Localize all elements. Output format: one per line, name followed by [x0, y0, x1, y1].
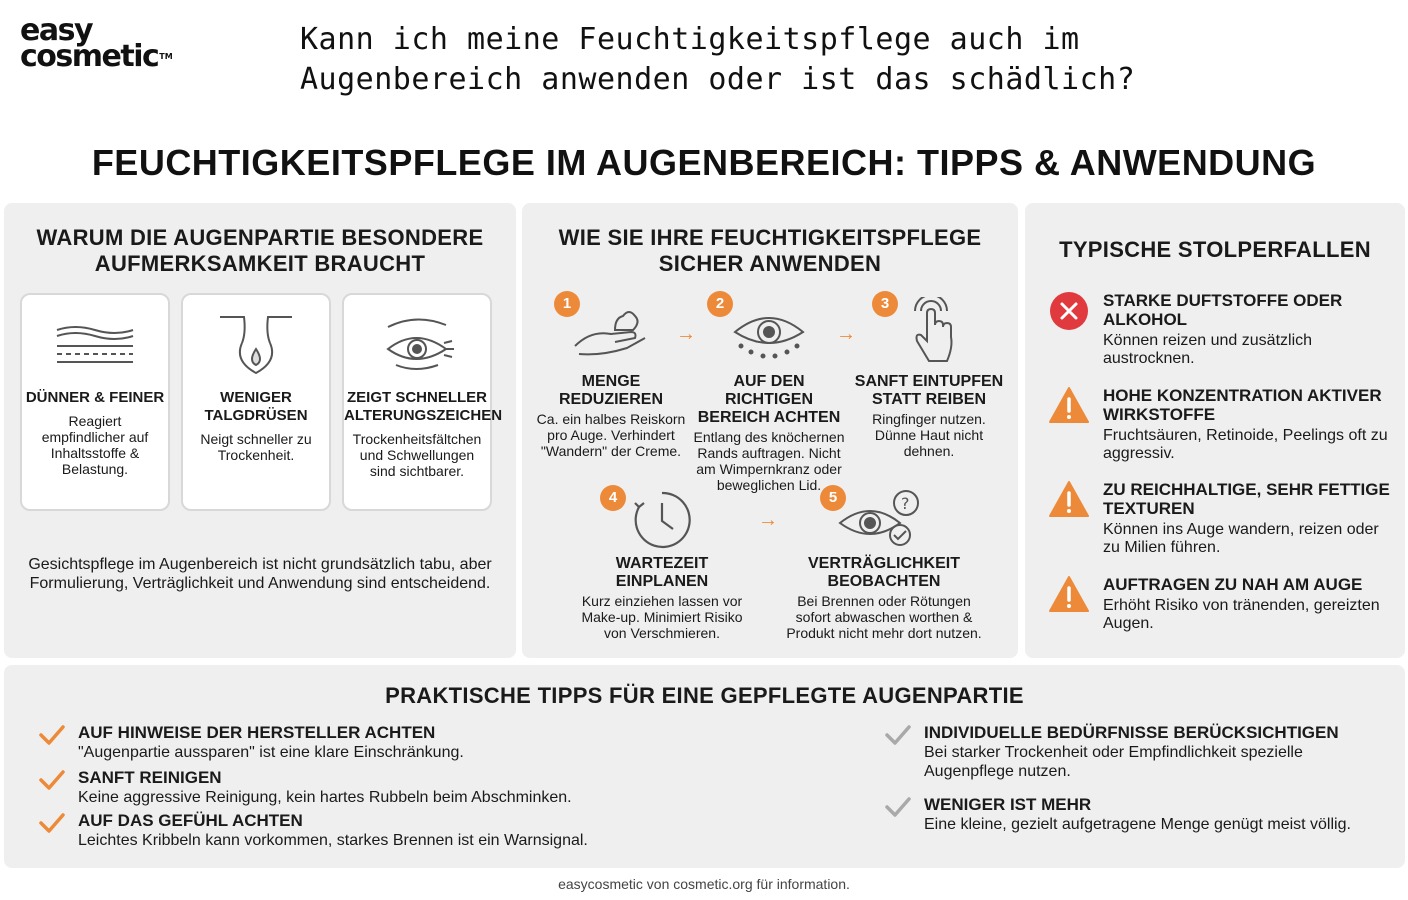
arrow-icon: → [758, 509, 778, 531]
tip-desc: Eine kleine, gezielt aufgetragene Menge genügt meist völlig. [924, 816, 1351, 833]
step-number: 1 [554, 291, 580, 317]
step-item [784, 485, 984, 641]
skin-layers-icon [22, 305, 168, 385]
tip-title: INDIVIDUELLE BEDÜRFNISSE BERÜCKSICHTIGEN [924, 723, 1339, 742]
page-title: FEUCHTIGKEITSPFLEGE IM AUGENBEREICH: TIPPS & ANWENDUNG [91, 142, 1317, 183]
footer-credit: easycosmetic von cosmetic.org für information. [558, 876, 850, 892]
card-desc: Trockenheitsfältchen und Schwellungen sind sichtbarer. [352, 431, 482, 479]
card-title: ZEIGT SCHNELLER ALTERUNGSZEICHEN [344, 389, 503, 424]
step-title: MENGE REDUZIEREN [558, 373, 663, 408]
aging-eye-icon [344, 305, 490, 385]
why-footer-note: Gesichtspflege im Augenbereich ist nicht grundsätzlich tabu, aber Formulierung, Verträglichkeit und Anwendung sind entscheidend. [28, 556, 492, 592]
pitfall-desc: Fruchtsäuren, Retinoide, Peelings oft zu aggressiv. [1103, 427, 1388, 462]
step-desc: Bei Brennen oder Rötungen sofort abwaschen worthen & Produkt nicht mehr dort nutzen. [786, 593, 982, 641]
step-item [532, 291, 690, 459]
tip-desc: "Augenpartie aussparen" ist eine klare Einschränkung. [78, 744, 464, 761]
brand-logo [20, 13, 180, 74]
arrow-icon: → [836, 323, 856, 345]
step-title: VERTRÄGLICHKEIT BEOBACHTEN [808, 555, 960, 590]
tip-desc: Bei starker Trockenheit oder Empfindlichkeit spezielle Augenpflege nutzen. [924, 744, 1303, 780]
sebaceous-gland-icon [183, 305, 329, 385]
step-number: 4 [600, 485, 626, 511]
pitfalls-panel-title: TYPISCHE STOLPERFALLEN [1059, 237, 1371, 262]
pitfall-desc: Können reizen und zusätzlich austrocknen. [1103, 332, 1313, 367]
how-panel-title: WIE SIE IHRE FEUCHTIGKEITSPFLEGE SICHER ANWENDEN [558, 225, 982, 276]
tip-desc: Keine aggressive Reinigung, kein hartes Rubbeln beim Abschminken. [78, 789, 572, 806]
step-title: AUF DEN RICHTIGEN BEREICH ACHTEN [697, 373, 841, 426]
check-icon [38, 723, 68, 749]
warning-icon [1049, 480, 1089, 520]
brand-line-1: easy [20, 13, 93, 48]
step-item [580, 485, 744, 641]
pitfall-desc: Erhöht Risiko von tränenden, gereizten Augen. [1103, 597, 1380, 632]
step-title: WARTEZEIT EINPLANEN [615, 555, 709, 590]
step-item [692, 291, 846, 493]
why-card [181, 293, 331, 511]
card-title: WENIGER TALGDRÜSEN [204, 389, 308, 424]
check-icon [884, 723, 914, 749]
tip-desc: Leichtes Kribbeln kann vorkommen, starkes Brennen ist ein Warnsignal. [78, 832, 588, 849]
tip-title: SANFT REINIGEN [78, 768, 222, 787]
tip-title: AUF DAS GEFÜHL ACHTEN [78, 811, 303, 830]
pitfall-desc: Können ins Auge wandern, reizen oder zu Milien führen. [1103, 521, 1379, 556]
why-panel [4, 203, 516, 658]
why-card [342, 293, 503, 511]
tips-panel-title: PRAKTISCHE TIPPS FÜR EINE GEPFLEGTE AUGENPARTIE [385, 683, 1024, 708]
step-number: 3 [872, 291, 898, 317]
svg-text:?: ? [901, 494, 910, 513]
brand-line-2-text: cosmetic [20, 39, 159, 74]
trademark: TM [159, 52, 173, 61]
card-desc: Reagiert empfindlicher auf Inhaltsstoffe & Belastung. [41, 413, 149, 477]
arrow-icon: → [676, 323, 696, 345]
pitfall-title: AUFTRAGEN ZU NAH AM AUGE [1103, 575, 1363, 594]
how-panel [522, 203, 1018, 658]
pitfall-title: ZU REICHHALTIGE, SEHR FETTIGE TEXTUREN [1103, 480, 1390, 518]
tip-title: WENIGER IST MEHR [924, 795, 1092, 814]
brand-line-2 [20, 39, 180, 74]
step-desc: Ca. ein halbes Reiskorn pro Auge. Verhindert "Wandern" der Creme. [536, 411, 686, 459]
step-number: 5 [820, 485, 846, 511]
step-title: SANFT EINTUPFEN STATT REIBEN [854, 373, 1004, 408]
why-card [20, 293, 170, 511]
warning-icon [1049, 386, 1089, 426]
why-panel-title: WARUM DIE AUGENPARTIE BESONDERE AUFMERKSAMKEIT BRAUCHT [36, 225, 484, 276]
error-x-icon [1049, 291, 1089, 331]
step-desc: Entlang des knöchernen Rands auftragen. Nicht am Wimpernkranz oder beweglichen Lid. [693, 429, 845, 493]
check-icon [884, 795, 914, 821]
step-item [854, 291, 1004, 459]
card-title: DÜNNER & FEINER [25, 389, 165, 406]
pitfall-title: HOHE KONZENTRATION AKTIVER WIRKSTOFFE [1103, 386, 1382, 424]
check-icon [38, 811, 68, 837]
check-icon [38, 768, 68, 794]
pitfalls-panel [1025, 203, 1405, 658]
step-desc: Ringfinger nutzen. Dünne Haut nicht dehnen. [872, 411, 986, 459]
card-desc: Neigt schneller zu Trockenheit. [200, 431, 312, 463]
warning-icon [1049, 575, 1089, 615]
tips-panel [4, 665, 1405, 868]
pitfall-title: STARKE DUFTSTOFFE ODER ALKOHOL [1103, 291, 1343, 329]
eye-check-icon [784, 485, 984, 555]
question-heading: Kann ich meine Feuchtigkeitspflege auch im Augenbereich anwenden oder ist das schädlich? [300, 22, 1136, 97]
step-desc: Kurz einziehen lassen vor Make-up. Minimiert Risiko von Verschmieren. [581, 593, 743, 641]
step-number: 2 [707, 291, 733, 317]
tip-title: AUF HINWEISE DER HERSTELLER ACHTEN [78, 723, 436, 742]
